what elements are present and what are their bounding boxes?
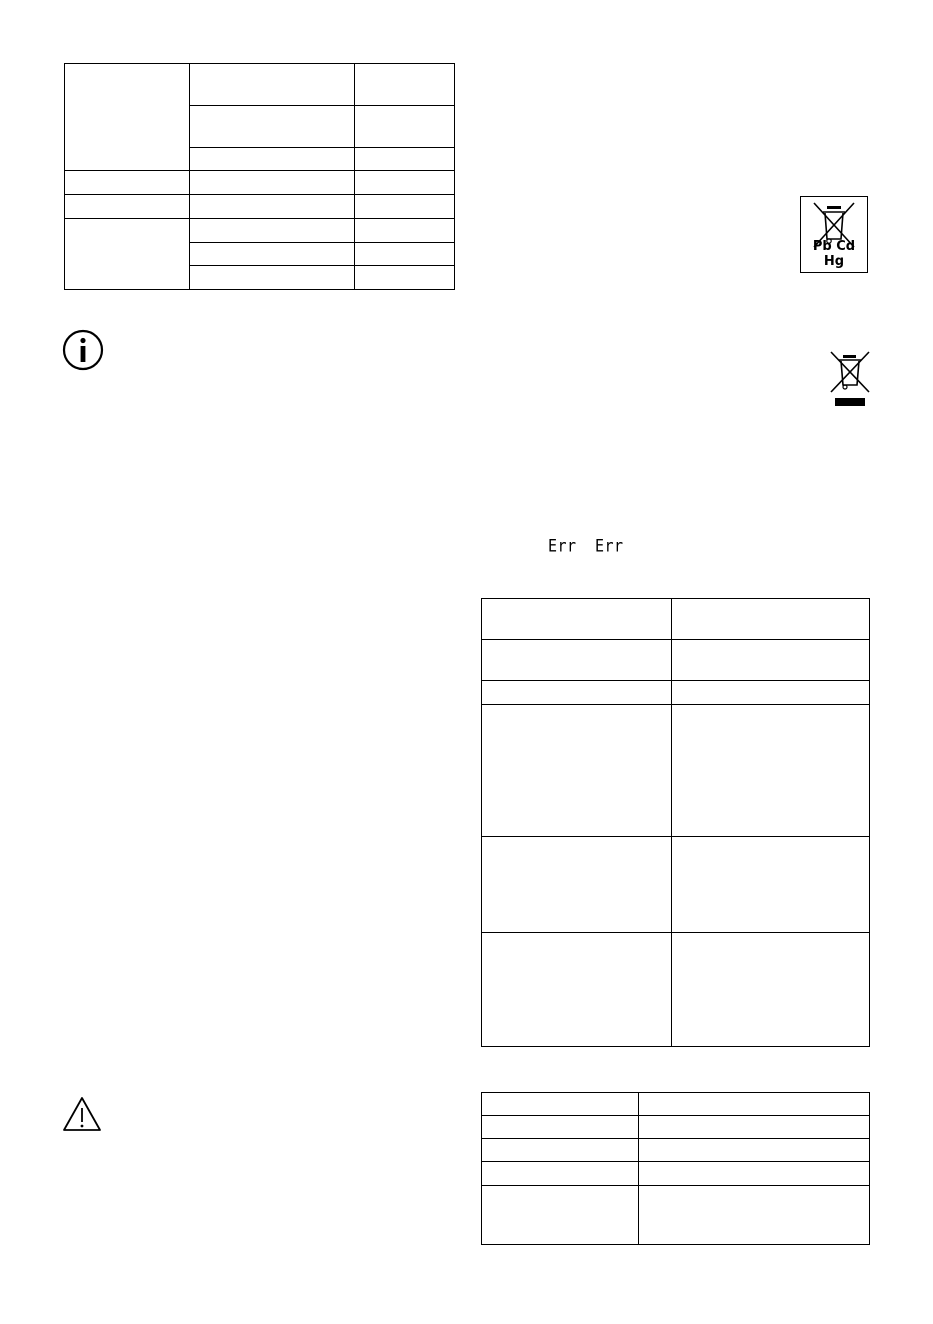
spec-table-top-left <box>64 63 455 290</box>
table-cell <box>355 148 455 171</box>
table-cell <box>482 1162 639 1186</box>
table-cell <box>190 219 355 243</box>
warning-triangle-icon <box>62 1096 102 1132</box>
table-cell <box>355 106 455 148</box>
table-cell <box>482 705 672 837</box>
table-cell <box>672 681 870 705</box>
table-cell <box>482 681 672 705</box>
table-cell <box>672 837 870 933</box>
table-cell <box>65 64 190 171</box>
table-cell <box>482 599 672 640</box>
table-cell <box>355 195 455 219</box>
technical-data-table <box>481 1092 870 1245</box>
crossed-out-wheelie-bin-bar-icon <box>829 350 871 408</box>
table-cell <box>482 933 672 1047</box>
table-cell <box>190 171 355 195</box>
table-cell <box>639 1116 870 1139</box>
error-code-2: Err <box>595 536 624 556</box>
table-cell <box>190 243 355 266</box>
table-cell <box>190 148 355 171</box>
table-cell <box>672 599 870 640</box>
table-cell <box>639 1093 870 1116</box>
table-cell <box>190 64 355 106</box>
battery-disposal-symbol <box>800 196 868 273</box>
table-cell <box>482 1186 639 1245</box>
table-cell <box>65 195 190 219</box>
table-cell <box>190 106 355 148</box>
error-code-1: Err <box>548 536 577 556</box>
table-cell <box>639 1139 870 1162</box>
table-cell <box>639 1162 870 1186</box>
table-cell <box>65 219 190 290</box>
table-cell <box>482 1139 639 1162</box>
table-cell <box>355 266 455 290</box>
table-cell <box>482 640 672 681</box>
table-cell <box>190 195 355 219</box>
table-cell <box>672 933 870 1047</box>
table-cell <box>482 1093 639 1116</box>
table-cell <box>355 243 455 266</box>
table-cell <box>672 705 870 837</box>
table-cell <box>190 266 355 290</box>
table-cell <box>639 1186 870 1245</box>
troubleshooting-table <box>481 598 870 1047</box>
heavy-metals-label: Pb Cd Hg <box>812 239 856 269</box>
table-cell <box>65 171 190 195</box>
table-cell <box>355 64 455 106</box>
table-cell <box>482 1116 639 1139</box>
info-icon <box>62 329 104 371</box>
table-cell <box>355 171 455 195</box>
table-cell <box>672 640 870 681</box>
table-cell <box>482 837 672 933</box>
table-cell <box>355 219 455 243</box>
